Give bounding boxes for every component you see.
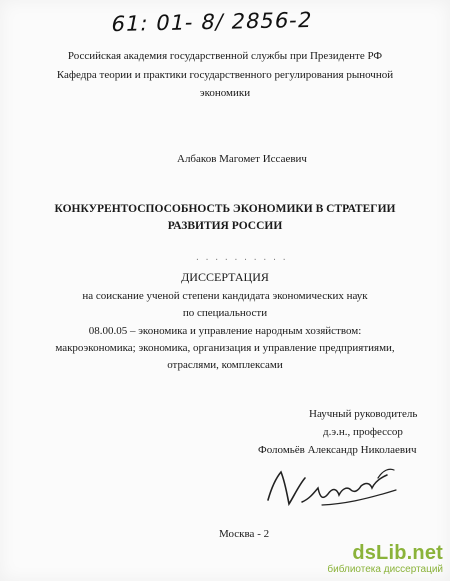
supervisor-label: Научный руководитель bbox=[309, 408, 418, 420]
dissertation-title-line-1: КОНКУРЕНТОСПОСОБНОСТЬ ЭКОНОМИКИ В СТРАТЕГИИ bbox=[54, 203, 396, 215]
faded-stamp: · · · · · · · · · · bbox=[195, 255, 287, 264]
supervisor-degree: д.э.н., профессор bbox=[323, 426, 403, 438]
dissertation-title-line-2: РАЗВИТИЯ РОССИИ bbox=[167, 220, 283, 232]
specialty-code: 08.00.05 – экономика и управление народным хозяйством: bbox=[88, 325, 362, 337]
header-line-2: Кафедра теории и практики государственного регулирования рыночной bbox=[56, 69, 394, 81]
dslib-watermark bbox=[268, 543, 443, 577]
city-year: Москва - 2 bbox=[219, 528, 270, 540]
specialty-label: по специальности bbox=[182, 307, 268, 319]
dslib-logo: dsLib.net bbox=[352, 542, 443, 564]
dissertation-label: ДИССЕРТАЦИЯ bbox=[181, 270, 269, 284]
specialty-description: макроэкономика; экономика, организация и управление предприятиями, bbox=[55, 342, 395, 354]
author-name: Албаков Магомет Иссаевич bbox=[177, 153, 307, 165]
degree-line: на соискание ученой степени кандидата экономических наук bbox=[82, 290, 368, 302]
header-line-1: Российская академия государственной службы при Президенте РФ bbox=[67, 50, 383, 62]
specialty-description-end: отраслями, комплексами bbox=[167, 359, 283, 371]
dslib-subtitle: библиотека диссертаций bbox=[327, 564, 443, 575]
archive-code: 61: 01- 8/ 2856-2 bbox=[109, 7, 315, 37]
supervisor-name: Фоломьёв Александр Николаевич bbox=[258, 444, 417, 456]
handwritten-signature bbox=[250, 460, 410, 520]
header-line-3: экономики bbox=[199, 87, 251, 99]
